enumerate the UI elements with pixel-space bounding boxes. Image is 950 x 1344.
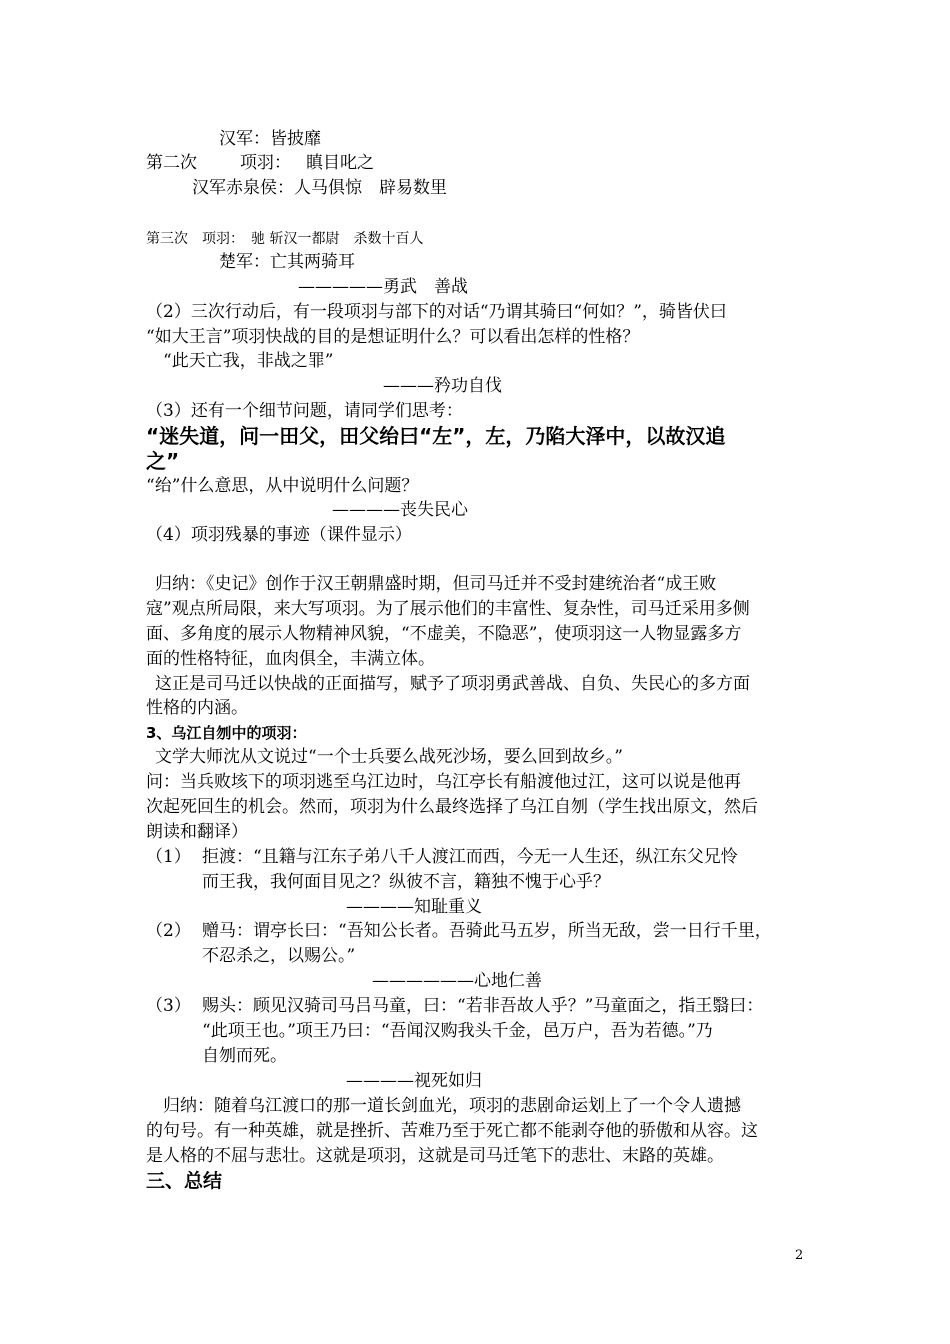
text-line: 问：当兵败垓下的项羽逃至乌江边时，乌江亭长有船渡他过江，这可以说是他再 — [146, 772, 741, 792]
text-line: “如大王言”项羽快战的目的是想证明什么？可以看出怎样的性格？ — [146, 327, 640, 347]
text-line: 这正是司马迁以快战的正面描写，赋予了项羽勇武善战、自负、失民心的多方面 — [155, 674, 750, 694]
text-line: ——————心地仁善 — [372, 971, 542, 991]
text-line: 赐头：顾见汉骑司马吕马童，曰：“若非吾故人乎？”马童面之，指王翳曰： — [202, 996, 764, 1016]
text-line: “此天亡我，非战之罪” — [163, 351, 334, 371]
text-line: （3）还有一个细节问题，请同学们思考： — [146, 401, 463, 421]
text-line: 拒渡：“且籍与江东子弟八千人渡江而西，今无一人生还，纵江东父兄怜 — [202, 847, 738, 867]
text-line: 瞋目叱之 — [306, 153, 374, 173]
list-number: （1） — [146, 847, 191, 867]
text-line-emphasis: 之” — [146, 449, 180, 473]
text-line: “此项王也。”项王乃曰：“吾闻汉购我头千金，邑万户，吾为若德。”乃 — [202, 1021, 713, 1041]
section-heading: 三、总结 — [146, 1170, 223, 1192]
text-line: 第三次 项羽： 驰 斩汉一都尉 杀数十百人 — [146, 231, 424, 247]
text-line: 楚军：亡其两骑耳 — [219, 252, 355, 272]
text-line: 赠马：谓亭长曰：“吾知公长者。吾骑此马五岁，所当无敌，尝一日行千里， — [202, 921, 772, 941]
text-line: ————知耻重义 — [346, 897, 482, 917]
text-line-emphasis: “迷失道，问一田父，田父绐曰“左”，左，乃陷大泽中，以故汉追 — [146, 424, 726, 448]
text-line: 次起死回生的机会。然而，项羽为什么最终选择了乌江自刎（学生找出原文，然后 — [146, 797, 758, 817]
text-line: 寇”观点所局限，来大写项羽。为了展示他们的丰富性、复杂性，司马迁采用多侧 — [146, 599, 750, 619]
text-line: 性格的内涵。 — [146, 698, 248, 718]
text-line: 朗读和翻译） — [146, 822, 248, 842]
text-line: （2）三次行动后，有一段项羽与部下的对话“乃谓其骑曰“何如？”，骑皆伏曰 — [146, 302, 727, 322]
page-number: 2 — [795, 1248, 804, 1263]
text-line: 归纳：随着乌江渡口的那一道长剑血光，项羽的悲剧命运划上了一个令人遗撼 — [163, 1096, 741, 1116]
text-line: 而王我，我何面目见之？纵彼不言，籍独不愧于心乎？ — [202, 872, 610, 892]
text-line: —————勇武 善战 — [298, 277, 468, 297]
section-heading: 3、乌江自刎中的项羽： — [146, 724, 307, 742]
text-line: 汉军赤泉侯：人马俱惊 辟易数里 — [192, 178, 447, 198]
text-line: 面的性格特征，血肉俱全，丰满立体。 — [146, 649, 435, 669]
list-number: （2） — [146, 921, 191, 941]
text-line: “绐”什么意思，从中说明什么问题？ — [146, 476, 419, 496]
text-line: 第二次 — [146, 153, 197, 173]
text-line: 的句号。有一种英雄，就是挫折、苦难乃至于死亡都不能剥夺他的骄傲和从容。这 — [146, 1121, 758, 1141]
text-line: 项羽： — [240, 153, 291, 173]
text-line: 面、多角度的展示人物精神风貌，“不虚美，不隐恶”，使项羽这一人物显露多方 — [146, 624, 742, 644]
list-number: （3） — [146, 996, 191, 1016]
text-line: 归纳：《史记》创作于汉王朝鼎盛时期，但司马迁并不受封建统治者“成王败 — [155, 574, 717, 594]
text-line: 不忍杀之，以赐公。” — [202, 946, 356, 966]
text-line: 自刎而死。 — [202, 1046, 287, 1066]
text-line: （4）项羽残暴的事迹（课件显示） — [146, 525, 412, 545]
text-line: 汉军：皆披靡 — [219, 129, 321, 149]
text-line: ————视死如归 — [346, 1071, 482, 1091]
text-line: 是人格的不屈与悲壮。这就是项羽，这就是司马迁笔下的悲壮、末路的英雄。 — [146, 1146, 724, 1166]
text-line: 文学大师沈从文说过“一个士兵要么战死沙场，要么回到故乡。” — [155, 747, 623, 767]
text-line: ———矜功自伐 — [383, 376, 502, 396]
text-line: ————丧失民心 — [332, 500, 468, 520]
